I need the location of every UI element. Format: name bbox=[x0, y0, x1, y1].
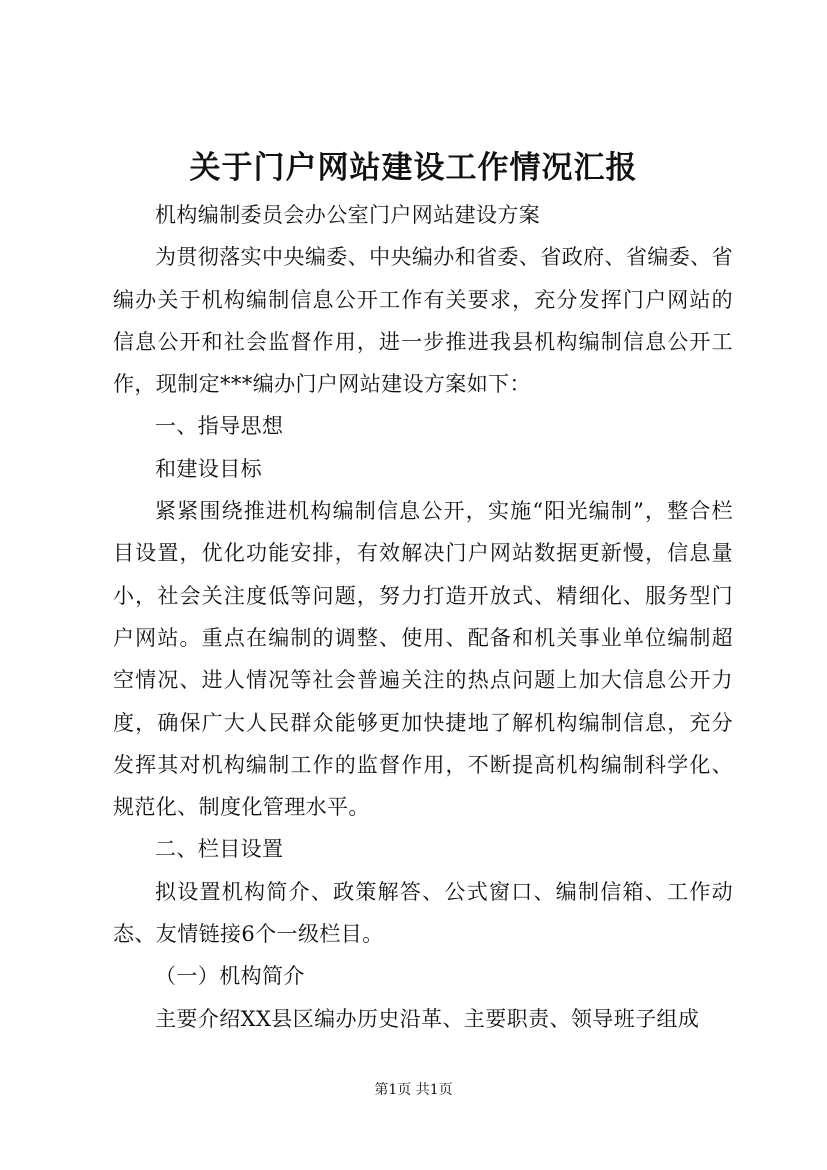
page-footer: 第1页 共1页 bbox=[374, 1082, 453, 1098]
paragraph-intro: 为贯彻落实中央编委、中央编办和省委、省政府、省编委、省编办关于机构编制信息公开工作有关要求，充分发挥门户网站的信息公开和社会监督作用，进一步推进我县机构编制信息公开工作，现制定***编办门户网站建设方案如下： bbox=[113, 245, 733, 397]
paragraph-goal: 紧紧围绕推进机构编制信息公开，实施“阳光编制”，整合栏目设置，优化功能安排，有效解决门户网站数据更新慢，信息量小，社会关注度低等问题，努力打造开放式、精细化、服务型门户网站。重点在编制的调整、使用、配备和机关事业单位编制超空情况、进人情况等社会普遍关注的热点问题上加大信息公开力度，确保广大人民群众能够更加快捷地了解机构编制信息，充分发挥其对机构编制工作的监督作用，不断提高机构编制科学化、规范化、制度化管理水平。 bbox=[113, 499, 733, 820]
section-heading-goal: 和建设目标 bbox=[155, 456, 262, 481]
paragraph-intro-detail: 主要介绍XX县区编办历史沿革、主要职责、领导班子组成 bbox=[155, 1006, 700, 1031]
document-body bbox=[113, 194, 733, 1040]
document-title: 关于门户网站建设工作情况汇报 bbox=[189, 150, 638, 186]
section-heading-guiding-thought: 一、指导思想 bbox=[155, 414, 284, 439]
paragraph-columns: 拟设置机构简介、政策解答、公式窗口、编制信箱、工作动态、友情链接6个一级栏目。 bbox=[113, 879, 733, 947]
section-heading-columns: 二、栏目设置 bbox=[155, 837, 284, 862]
subsection-heading-intro: （一）机构简介 bbox=[155, 964, 305, 989]
paragraph-subtitle: 机构编制委员会办公室门户网站建设方案 bbox=[155, 203, 541, 227]
